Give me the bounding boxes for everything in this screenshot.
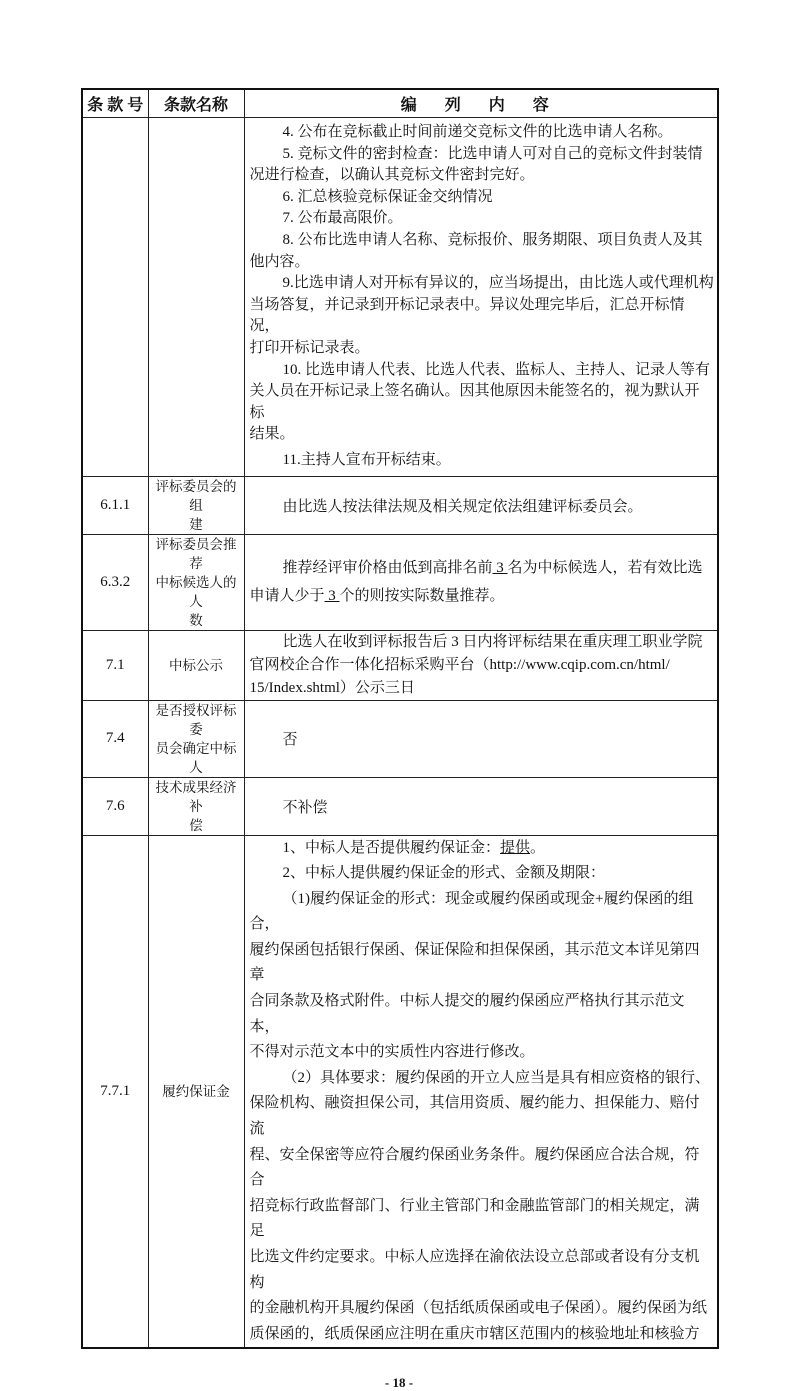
content-line: 7. 公布最高限价。: [282, 210, 403, 227]
content-line: 结果。: [249, 426, 295, 443]
text-segment: 1、中标人是否提供履约保证金：: [282, 839, 501, 856]
content-paragraph: [250, 273, 715, 359]
content-line: 程、安全保密等应符合履约保函业务条件。履约保函应合法合规，符合: [249, 1146, 700, 1189]
clause-number: 7.7.1: [82, 835, 148, 1348]
content-paragraph: [250, 360, 715, 446]
clause-name-line: 是否授权评标委: [155, 702, 237, 737]
content-paragraph: [250, 836, 715, 862]
text-segment: 名为中标候选人，若有效比选: [507, 560, 703, 576]
text-segment: 个的则按实际数量推荐。: [339, 588, 505, 604]
text-segment: 推荐经评审价格由低到高排名前: [282, 560, 493, 576]
content-line: 比选文件约定要求。中标人应选择在渝依法设立总部或者设有分支机构: [249, 1249, 700, 1291]
clause-content: [244, 835, 718, 1348]
content-line: 10. 比选申请人代表、比选人代表、监标人、主持人、记录人等有: [282, 361, 711, 378]
content-line: 质保函的，纸质保函应注明在重庆市辖区范围内的核验地址和核验方: [249, 1325, 700, 1342]
content-line: （1)履约保证金的形式：现金或履约保函或现金+履约保函的组合，: [249, 890, 694, 933]
content-line: （2）具体要求：履约保函的开立人应当是具有相应资格的银行、: [282, 1069, 711, 1086]
clause-content: [244, 700, 718, 777]
content-line: 否: [282, 732, 298, 748]
clause-content: [244, 476, 718, 534]
content-line: 不补偿: [282, 799, 328, 816]
content-line: 15/Index.shtml）公示三日: [249, 679, 415, 696]
content-paragraph: [250, 796, 715, 817]
underlined-value: 提供: [500, 839, 531, 856]
content-line: 6. 汇总核验竞标保证金交纳情况: [282, 188, 493, 205]
content-line: 合同条款及格式附件。中标人提交的履约保函应严格执行其示范文本，: [249, 993, 685, 1035]
clause-content: [244, 534, 718, 630]
content-line: 关人员在开标记录上签名确认。因其他原因未能签名的，视为默认开标: [249, 383, 700, 421]
text-segment: 申请人少于: [249, 588, 325, 604]
table-header-row: [82, 89, 718, 118]
clause-content: [244, 118, 718, 477]
table-row: [82, 534, 718, 630]
clause-number: 7.6: [82, 777, 148, 835]
clause-name: [148, 476, 244, 534]
content-paragraph: [250, 728, 715, 749]
content-paragraph: [250, 861, 715, 887]
clause-name: [148, 835, 244, 1348]
content-line: 不得对示范文本中的实质性内容进行修改。: [249, 1044, 535, 1061]
clause-number: 7.4: [82, 700, 148, 777]
clause-number: 6.3.2: [82, 534, 148, 630]
clause-name-line: 技术成果经济补: [155, 779, 237, 814]
content-paragraph: [250, 144, 715, 187]
clause-name-line: 评标委员会的组: [155, 478, 237, 513]
content-line: 招竞标行政监督部门、行业主管部门和金融监管部门的相关规定，满足: [249, 1197, 700, 1240]
clause-name: [148, 118, 244, 477]
content-line: 2、中标人提供履约保证金的形式、金额及期限：: [282, 865, 606, 882]
clause-content: [244, 777, 718, 835]
clause-name: [148, 630, 244, 700]
table-row: [82, 630, 718, 700]
header-content: 编 列 内 容: [244, 89, 718, 118]
content-paragraph: [250, 1066, 715, 1348]
content-line: 的金融机构开具履约保函（包括纸质保函或电子保函）。履约保函为纸: [249, 1300, 708, 1317]
content-line: 8. 公布比选申请人名称、竞标报价、服务期限、项目负责人及其: [282, 231, 703, 248]
content-line: [250, 582, 715, 610]
table-row: [82, 476, 718, 534]
header-clause-name: 条款名称: [148, 89, 244, 118]
content-line: 由比选人按法律法规及相关规定依法组建评标委员会。: [282, 498, 643, 515]
content-line: [250, 554, 715, 582]
clause-name: [148, 777, 244, 835]
content-line: 比选人在收到评标报告后 3 日内将评标结果在重庆理工职业学院: [282, 633, 703, 650]
text-segment: 。: [530, 839, 546, 856]
clause-name-line: 建: [189, 516, 203, 532]
content-paragraph: [250, 554, 715, 610]
content-line: 履约保函包括银行保函、保证保险和担保保函，其示范文本详见第四章: [249, 941, 700, 984]
content-paragraph: [250, 230, 715, 273]
clause-name-line: 员会确定中标人: [155, 740, 237, 775]
clause-table: [81, 88, 719, 1349]
table-row: [82, 700, 718, 777]
table-row: [82, 835, 718, 1348]
content-line: 当场答复，并记录到开标记录表中。异议处理完毕后，汇总开标情况，: [249, 296, 685, 335]
underlined-value: 3: [492, 560, 508, 576]
clause-name: [148, 534, 244, 630]
clause-number: 7.1: [82, 630, 148, 700]
clause-name: [148, 700, 244, 777]
content-line: 5. 竞标文件的密封检查：比选申请人可对自己的竞标文件封装情: [282, 145, 703, 162]
content-paragraph: [250, 208, 715, 230]
clause-name-line: 中标候选人的人: [155, 574, 237, 609]
content-paragraph: [250, 187, 715, 209]
content-line: 9.比选申请人对开标有异议的，应当场提出，由比选人或代理机构: [282, 275, 714, 292]
clause-number: [82, 118, 148, 477]
clause-content: [244, 630, 718, 700]
content-line: 况进行检查，以确认其竞标文件密封完好。: [249, 167, 535, 184]
underlined-value: 3: [324, 588, 340, 604]
page-body: [81, 88, 717, 1391]
header-clause-number: 条 款 号: [82, 89, 148, 118]
clause-name-line: 履约保证金: [162, 1083, 230, 1099]
table-row: [82, 777, 718, 835]
content-paragraph: [250, 887, 715, 1066]
clause-name-line: 评标委员会推荐: [155, 536, 237, 571]
content-line: [250, 836, 715, 862]
content-line: 4. 公布在竞标截止时间前递交竞标文件的比选申请人名称。: [282, 124, 673, 140]
content-line: 保险机构、融资担保公司，其信用资质、履约能力、担保能力、赔付流: [249, 1095, 700, 1138]
content-line: 官网校企合作一体化招标采购平台（http://www.cqip.com.cn/html/: [249, 656, 670, 673]
content-line: 打印开标记录表。: [249, 339, 370, 356]
clause-name-line: 偿: [189, 817, 203, 833]
content-paragraph: [250, 122, 715, 144]
content-line: 他内容。: [249, 253, 310, 270]
clause-name-line: 中标公示: [169, 657, 223, 673]
content-paragraph: [250, 495, 715, 516]
clause-number: 6.1.1: [82, 476, 148, 534]
content-paragraph: [250, 450, 715, 472]
content-paragraph: [250, 631, 715, 700]
table-row: [82, 118, 718, 477]
content-line: 11.主持人宣布开标结束。: [282, 451, 451, 468]
page-number: - 18 -: [384, 1375, 414, 1391]
clause-name-line: 数: [189, 612, 203, 628]
